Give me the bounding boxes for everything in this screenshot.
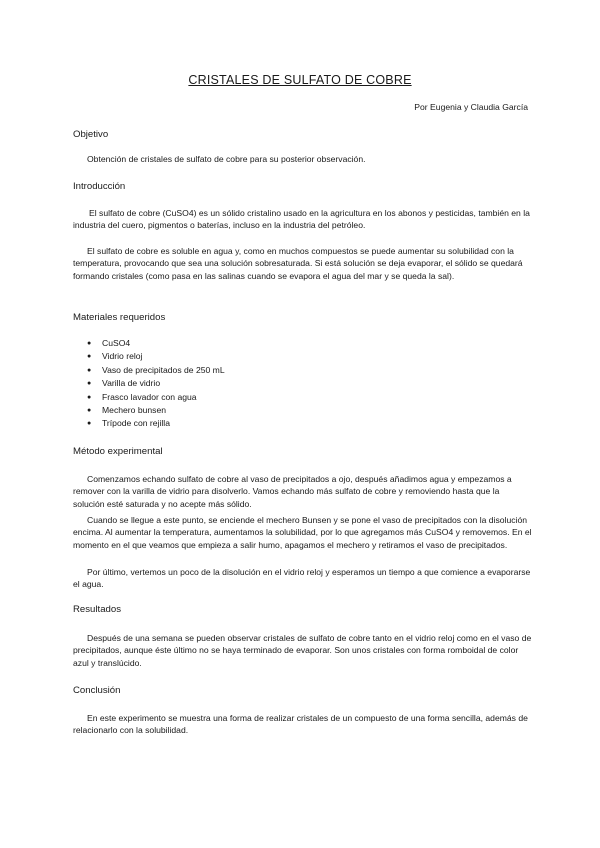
- list-item-label: Frasco lavador con agua: [102, 391, 197, 402]
- section-heading-objetivo: Objetivo: [73, 129, 109, 140]
- conclusion-paragraph: En este experimento se muestra una forma de realizar cristales de un compuesto de una forma sencilla, además de relacionarlo con la solubilidad.: [73, 713, 528, 736]
- list-item-label: CuSO4: [102, 338, 131, 348]
- list-item-label: Trípode con rejilla: [102, 418, 170, 429]
- list-item-label: Mechero bunsen: [102, 405, 167, 416]
- bullet-icon: ●: [87, 340, 92, 347]
- section-heading-conclusion: Conclusión: [73, 685, 121, 696]
- section-heading-resultados: Resultados: [73, 604, 121, 615]
- document-author: Por Eugenia y Claudia García: [414, 102, 528, 112]
- bullet-icon: ●: [87, 353, 92, 361]
- metodo-paragraph-1: Comenzamos echando sulfato de cobre al vaso de precipitados a ojo, después añadimos agua y empezamos a remover con la varilla de vidrio para disolverlo. Vamos echando más sulfato de cobre y removiendo hasta que la solución esté saturada y no acepte más sólido.: [73, 474, 512, 509]
- list-item: [87, 391, 225, 404]
- objetivo-paragraph: Obtención de cristales de sulfato de cobre para su posterior observación.: [87, 154, 366, 164]
- bullet-icon: ●: [87, 407, 92, 415]
- list-item: [87, 364, 225, 377]
- metodo-paragraph-2: Cuando se llegue a este punto, se enciende el mechero Bunsen y se pone el vaso de precipitados con la disolución encima. Al aumentar la temperatura, aumentamos la solubilidad, por lo que agregamos más CuSO4 y removemos. En el momento en el que veamos que empieza a salir humo, apagamos el mechero y retiramos el vaso de precipitados.: [73, 515, 532, 550]
- list-item: [87, 377, 225, 390]
- list-item-label: Varilla de vidrio: [102, 378, 161, 389]
- bullet-icon: ●: [87, 393, 92, 401]
- metodo-paragraph-3: Por último, vertemos un poco de la disolución en el vidrio reloj y esperamos un tiempo a que comience a evaporarse el agua.: [73, 567, 531, 590]
- resultados-paragraph: Después de una semana se pueden observar cristales de sulfato de cobre tanto en el vidrio reloj como en el vaso de precipitados, aunque éste último no se haya terminado de evaporar. Son unos cristales con forma romboidal de color azul y translúcido.: [73, 633, 532, 668]
- section-heading-materiales: Materiales requeridos: [73, 312, 166, 323]
- list-item: [87, 350, 225, 363]
- materiales-list: [87, 337, 225, 431]
- document-title: CRISTALES DE SULFATO DE COBRE: [188, 73, 412, 87]
- bullet-icon: ●: [87, 366, 92, 374]
- section-heading-metodo: Método experimental: [73, 446, 163, 457]
- list-item: [87, 417, 225, 430]
- list-item: [87, 404, 225, 417]
- list-item: [87, 337, 225, 350]
- section-heading-introduccion: Introducción: [73, 181, 126, 192]
- bullet-icon: ●: [87, 380, 92, 388]
- bullet-icon: ●: [87, 420, 92, 428]
- list-item-label: Vaso de precipitados de 250 mL: [102, 364, 225, 375]
- introduccion-paragraph-1: El sulfato de cobre (CuSO4) es un sólido cristalino usado en la agricultura en los abonos y pesticidas, también en la industria del cuero, pigmentos o baterías, incluso en la industria del petróleo.: [73, 208, 530, 231]
- list-item-label: Vidrio reloj: [102, 351, 143, 362]
- introduccion-paragraph-2: El sulfato de cobre es soluble en agua y, como en muchos compuestos se puede aumentar su solubilidad con la temperatura, provocando que sea una solución sobresaturada. Si está solución se deja evaporar, el sólido se quedará formando cristales (como pasa en las salinas cuando se evapora el agua del mar y se queda la sal).: [73, 246, 523, 281]
